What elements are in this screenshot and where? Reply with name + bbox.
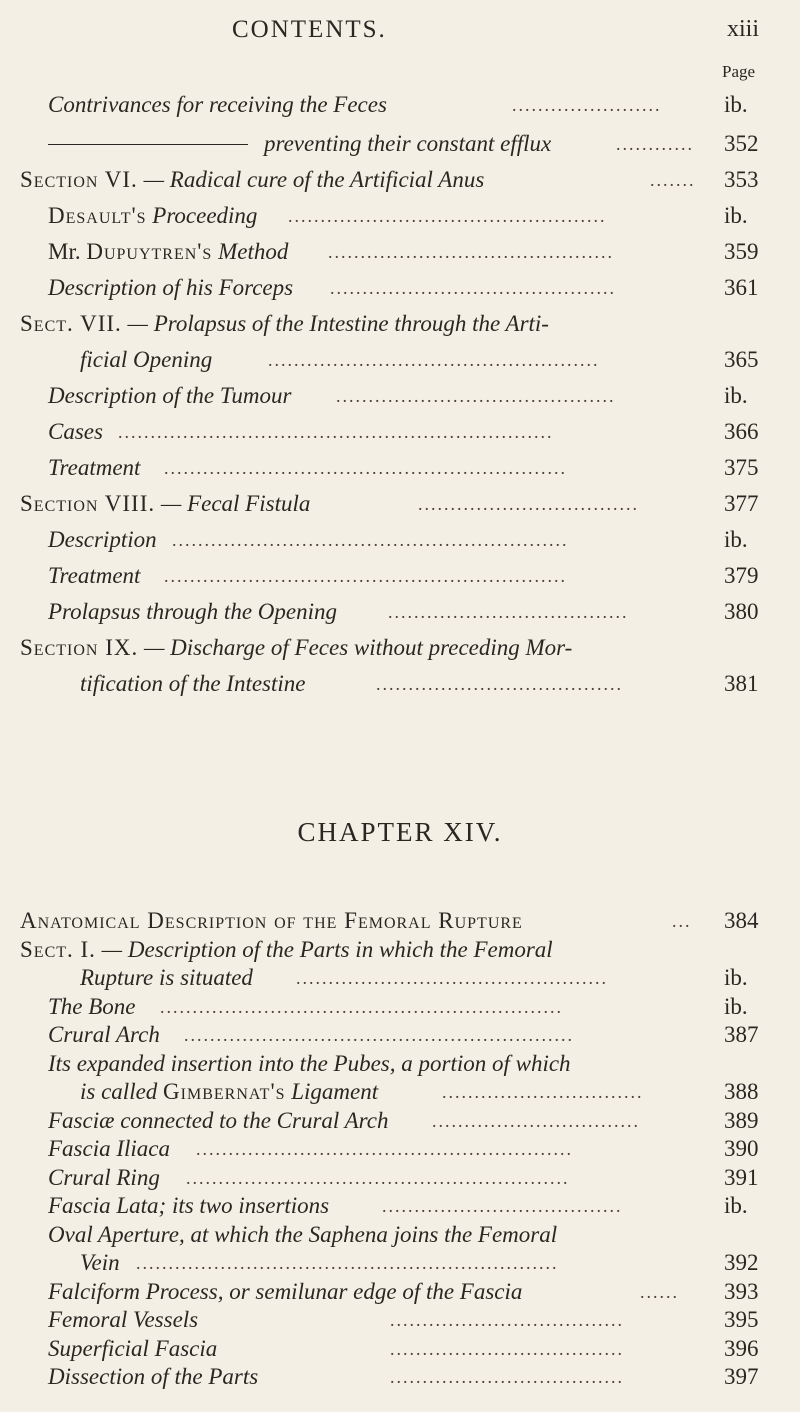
entry-text: Fascia Lata; its two insertions (48, 1193, 330, 1218)
toc-entry (0, 201, 800, 231)
entry-page: 384 (724, 908, 759, 933)
section-label: Sect. VII. (20, 311, 122, 336)
entry-page: 379 (724, 563, 759, 588)
dot-leader: .................................. (418, 494, 639, 514)
dot-leader: ................................ (432, 1110, 640, 1131)
toc-entry (0, 561, 800, 591)
entry-text: Method (212, 239, 289, 264)
entry-page: ib. (724, 527, 748, 552)
entry-text: — Fecal Fistula (155, 491, 311, 516)
entry-text: Falciform Process, or semilunar edge of the Fascia (48, 1278, 523, 1304)
entry-text: The Bone (48, 993, 136, 1019)
toc-entry (0, 489, 800, 519)
entry-page: 391 (724, 1164, 759, 1190)
entry-page: 375 (724, 455, 759, 480)
entry-text: Treatment (48, 563, 141, 588)
toc-entry (0, 1305, 800, 1335)
entry-text: Cases (48, 419, 103, 444)
entry-page: 388 (724, 1079, 759, 1104)
entry-text: tification of the Intestine (80, 671, 306, 696)
entry-text: Vein (80, 1250, 120, 1275)
dot-leader: ............................................ (330, 278, 616, 298)
dot-leader: .......................................................... (196, 1139, 573, 1159)
page-column-label: Page (722, 62, 756, 81)
section-label: Section VIII. (20, 491, 156, 516)
toc-entry (0, 1362, 800, 1392)
entry-text: preventing their constant efflux (264, 131, 552, 156)
chapter-heading: CHAPTER XIV. (297, 817, 503, 847)
section-label: Section VI. (20, 167, 138, 192)
toc-entry (0, 963, 800, 993)
toc-entry (0, 597, 800, 627)
entry-page: ib. (724, 965, 748, 990)
toc-entry (0, 90, 800, 120)
dot-leader: .................................... (390, 1310, 624, 1330)
entry-page: 365 (724, 347, 759, 372)
dot-leader: ................................................ (296, 968, 608, 988)
toc-entry (0, 309, 800, 339)
entry-page: 390 (724, 1136, 759, 1161)
entry-page: 397 (724, 1364, 759, 1389)
entry-text: Description of his Forceps (48, 275, 294, 300)
entry-page: 361 (724, 275, 759, 300)
dot-leader: ............................................ (328, 242, 614, 262)
entry-page: 377 (724, 491, 759, 516)
entry-page: 352 (724, 131, 759, 156)
entry-text: Description of the Tumour (48, 383, 292, 408)
entry-text: Fasciæ connected to the Crural Arch (48, 1107, 389, 1133)
author-name: Gimbernat's (163, 1079, 286, 1104)
toc-entry (0, 381, 800, 411)
dot-leader: ...................................... (376, 674, 623, 694)
entry-text: Dissection of the Parts (48, 1364, 259, 1389)
toc-entry (0, 1191, 800, 1221)
toc-entry (0, 345, 800, 375)
toc-entry (0, 669, 800, 699)
dot-leader: ........................................... (336, 386, 616, 406)
toc-entry (0, 992, 800, 1022)
dot-leader: ................................................. (288, 206, 607, 226)
dot-leader: ........................................................... (186, 1167, 570, 1188)
entry-text: Oval Aperture, at which the Saphena joins the Femoral (48, 1221, 558, 1247)
toc-entry (0, 1134, 800, 1164)
entry-text: Femoral Vessels (48, 1307, 199, 1332)
entry-text-suffix: Ligament (285, 1079, 379, 1104)
dot-leader: ................................................... (268, 350, 600, 370)
entry-text: Contrivances for receiving the Feces (48, 92, 387, 117)
running-head (0, 16, 800, 56)
entry-page: 353 (724, 167, 759, 192)
dot-leader: .............................................................. (160, 996, 563, 1017)
dot-leader: ..................................... (382, 1196, 623, 1216)
toc-entry (0, 129, 800, 159)
dot-leader: ...... (640, 1281, 679, 1302)
entry-text: Crural Ring (48, 1164, 160, 1190)
entry-page: ib. (724, 993, 748, 1019)
author-name: Dupuytren's (86, 239, 213, 264)
entry-text: Crural Arch (48, 1022, 160, 1047)
entry-page: 389 (724, 1107, 759, 1133)
page-title: CONTENTS. (232, 16, 387, 43)
entry-page: 387 (724, 1022, 759, 1047)
toc-entry (0, 525, 800, 555)
author-name: Desault's (48, 203, 147, 228)
dot-leader: ................................................................... (118, 422, 554, 442)
entry-text: Its expanded insertion into the Pubes, a portion of which (48, 1050, 571, 1076)
dot-leader: ............................................................ (184, 1025, 574, 1045)
entry-page: 395 (724, 1307, 759, 1332)
toc-entry (0, 935, 800, 965)
entry-page: 381 (724, 671, 759, 696)
entry-page: 392 (724, 1250, 759, 1275)
dot-leader: ............................................................. (172, 530, 569, 550)
entry-page: ib. (724, 203, 748, 228)
entry-page: ib. (724, 383, 748, 408)
dot-leader: ....................... (512, 95, 662, 115)
entry-text: Treatment (48, 455, 141, 480)
dot-leader: ............ (616, 134, 694, 154)
toc-entry (0, 1248, 800, 1278)
entry-page: 366 (724, 419, 759, 444)
toc-entry (0, 453, 800, 483)
entry-text: — Prolapsus of the Intestine through the Arti- (121, 311, 549, 336)
folio-number: xiii (727, 16, 760, 42)
entry-text: Proceeding (146, 203, 258, 228)
toc-entry (0, 633, 800, 663)
toc-entry (0, 1049, 800, 1079)
toc-entry (0, 237, 800, 267)
dot-leader: .............................................................. (164, 566, 567, 586)
entry-page: 393 (724, 1278, 759, 1304)
entry-text: is called (80, 1079, 164, 1104)
toc-entry (0, 1220, 800, 1250)
toc-entry (0, 273, 800, 303)
entry-page: ib. (724, 1193, 748, 1218)
entry-text: Prolapsus through the Opening (48, 599, 337, 624)
toc-entry (0, 906, 800, 936)
entry-prefix: Mr. (48, 239, 87, 264)
entry-text: Rupture is situated (80, 965, 253, 990)
entry-text: Superficial Fascia (48, 1335, 218, 1361)
entry-page: 380 (724, 599, 759, 624)
entry-page: ib. (724, 92, 748, 117)
entry-page: 359 (724, 239, 759, 264)
toc-entry (0, 165, 800, 195)
toc-entry (0, 1077, 800, 1107)
dot-leader: ................................................................. (136, 1253, 559, 1273)
dot-leader: .................................... (390, 1338, 624, 1359)
entry-text: ficial Opening (80, 347, 213, 372)
chapter-subject: Anatomical Description of the Femoral Rupture (20, 908, 523, 933)
ditto-dash (48, 144, 248, 145)
entry-text: — Discharge of Feces without preceding Mor- (138, 635, 573, 660)
toc-entry (0, 1106, 800, 1136)
dot-leader: ....... (650, 170, 696, 190)
toc-entry (0, 1334, 800, 1364)
entry-text: — Description of the Parts in which the Femoral (95, 936, 553, 962)
dot-leader: ............................... (442, 1082, 644, 1102)
section-label: Sect. I. (20, 936, 96, 962)
toc-entry (0, 1020, 800, 1050)
entry-page: 396 (724, 1335, 759, 1361)
dot-leader: ..................................... (388, 602, 629, 622)
entry-text: — Radical cure of the Artificial Anus (137, 167, 485, 192)
section-label: Section IX. (20, 635, 139, 660)
toc-entry (0, 417, 800, 447)
dot-leader: ... (672, 911, 692, 931)
entry-text: Fascia Iliaca (48, 1136, 170, 1161)
toc-entry (0, 1163, 800, 1193)
entry-text: Description (48, 527, 157, 552)
toc-entry (0, 1277, 800, 1307)
dot-leader: .................................... (390, 1367, 624, 1387)
dot-leader: .............................................................. (164, 458, 567, 478)
